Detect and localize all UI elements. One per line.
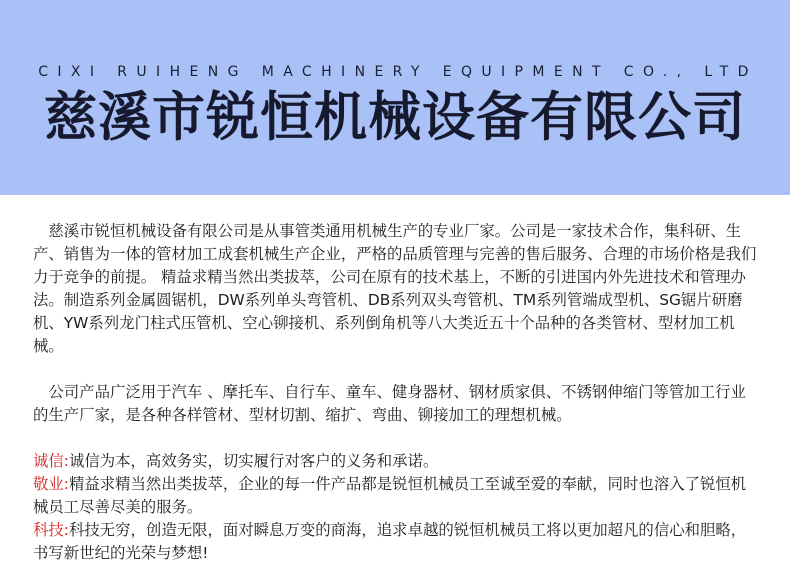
- company-name-chinese: 慈溪市锐恒机械设备有限公司: [44, 87, 746, 148]
- slogan-key: 科技:: [33, 521, 69, 539]
- header-banner: [0, 0, 790, 195]
- company-profile: [33, 220, 758, 565]
- slogan-text: 精益求精当然出类拔萃，企业的每一件产品都是锐恒机械员工至诚至爱的奉献，同时也溶入了锐恒机械员工尽善尽美的服务。: [33, 475, 747, 516]
- slogan-integrity: [33, 450, 758, 473]
- slogan-text: 诚信为本，高效务实，切实履行对客户的义务和承诺。: [68, 452, 439, 470]
- intro-paragraph-2: 公司产品广泛用于汽车 、摩托车、自行车、童车、健身器材、钢材质家俱、不锈钢伸缩门等管加工行业的生产厂家，是各种各样管材、型材切割、缩扩、弯曲、铆接加工的理想机械。: [33, 383, 746, 424]
- slogan-dedication: [33, 473, 758, 519]
- paragraph-spacer: [33, 427, 758, 450]
- slogan-technology: [33, 519, 758, 565]
- paragraph-spacer: [33, 358, 758, 381]
- slogan-key: 诚信:: [33, 452, 69, 470]
- company-name-english: CIXI RUIHENG MACHINERY EQUIPMENT CO., LTD: [38, 64, 758, 80]
- slogan-text: 科技无穷，创造无限，面对瞬息万变的商海，追求卓越的锐恒机械员工将以更加超凡的信心和胆略，书写新世纪的光荣与梦想!: [33, 521, 747, 562]
- slogan-key: 敬业:: [33, 475, 69, 493]
- intro-paragraph-1: 慈溪市锐恒机械设备有限公司是从事管类通用机械生产的专业厂家。公司是一家技术合作，集科研、生产、销售为一体的管材加工成套机械生产企业，严格的品质管理与完善的售后服务、合理的市场价格是我们力于竞争的前提。 精益求精当然出类拔萃，公司在原有的技术基上，不断的引进国内外先进技术和管理办法。制造系列金属圆锯机，DW系列单头弯管机、DB系列双头弯管机、TM系列管端成型机、SG锯片研磨机、YW系列龙门柱式压管机、空心铆接机、系列倒角机等八大类近五十个品种的各类管材、型材加工机械。: [33, 222, 757, 355]
